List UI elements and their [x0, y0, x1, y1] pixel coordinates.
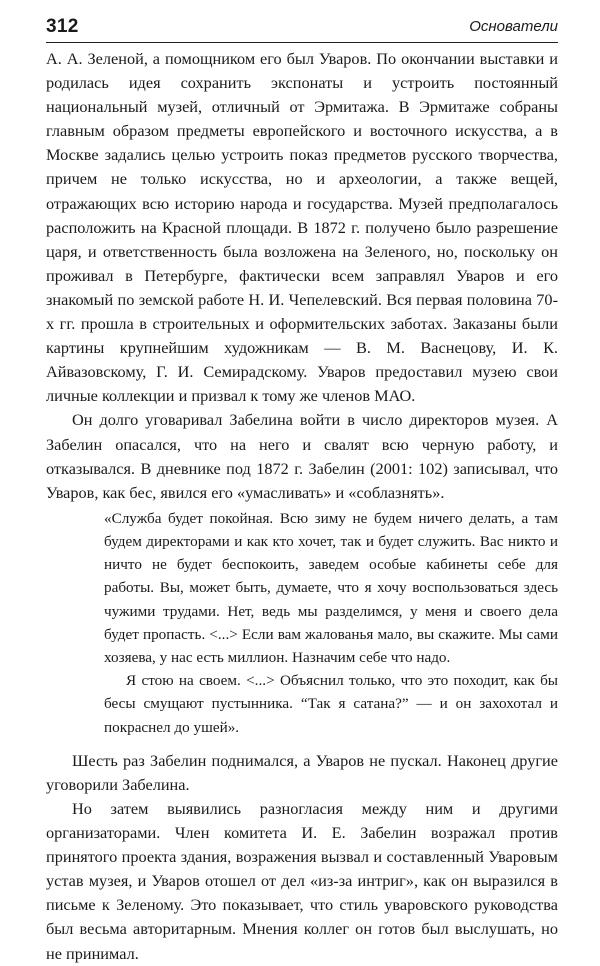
running-title: Основатели: [469, 18, 558, 35]
block-quote-paragraph-1: «Служба будет покойная. Всю зиму не будем ничего делать, а там будем директорами и как кто хочет, так и будет служить. Вас никто и ничто не будет беспокоить, заведем особые кабинеты себе для работы. Вы, может быть, думаете, что я хочу воспользоваться здесь чужими трудами. Нет, ведь мы разделимся, у меня и своего дела будет пропасть. <...> Если вам жалованья мало, вы скажите. Мы сами хозяева, у нас есть миллион. Назначим себе что надо.: [104, 509, 558, 666]
page-header: [46, 14, 558, 43]
paragraph-4: Но затем выявились разногласия между ним и другими организаторами. Член комитета И. Е. Забелин возражал против принятого проекта здания, возражения вызвал и составленный Уваровым устав музея, и Уваров отошел от дел «из-за интриг», как он выразился в письме к Зеленому. Это показывает, что стиль уваровского руководства был весьма авторитарным. Мнения коллег он готов был выслушать, но не принимал.: [46, 799, 558, 963]
paragraph-2: Он долго уговаривал Забелина войти в число директоров музея. А Забелин опасался, что на него и свалят всю черную работу, и отказывался. В дневнике под 1872 г. Забелин (2001: 102) записывал, что Уваров, как бес, явился его «умасливать» и «соблазнять».: [46, 410, 558, 502]
page-number: 312: [46, 16, 79, 37]
block-quote-paragraph-2: Я стою на своем. <...> Объяснил только, что это походит, как бы бесы смущают пустынника. “Так я сатана?” — и он захохотал и покраснел до ушей».: [104, 672, 558, 736]
body-text: [46, 47, 558, 966]
paragraph-1: А. А. Зеленой, а помощником его был Уваров. По окончании выставки и родилась идея сохранить экспонаты и устроить постоянный национальный музей, отличный от Эрмитажа. В Эрмитаже собраны главным образом предметы европейского и восточного искусства, а в Москве задались целью устроить показ предметов русского творчества, причем не только искусства, но и археологии, а также вещей, отражающих всю историю народа и государства. Музей предполагалось расположить на Красной площади. В 1872 г. получено было разрешение царя, и ответственность была возложена на Зеленого, но, поскольку он проживал в Петербурге, фактически всем заправлял Уваров и его знакомый по земской работе Н. И. Чепелевский. Вся первая половина 70-х гг. прошла в строительных и оформительских заботах. Заказаны были картины крупнейшим художникам — В. М. Васнецову, И. К. Айвазовскому, Г. И. Семирадскому. Уваров предоставил музею свои личные коллекции и призвал к тому же членов МАО.: [46, 49, 558, 406]
paragraph-3: Шесть раз Забелин поднимался, а Уваров не пускал. Наконец другие уговорили Забелина.: [46, 750, 558, 794]
